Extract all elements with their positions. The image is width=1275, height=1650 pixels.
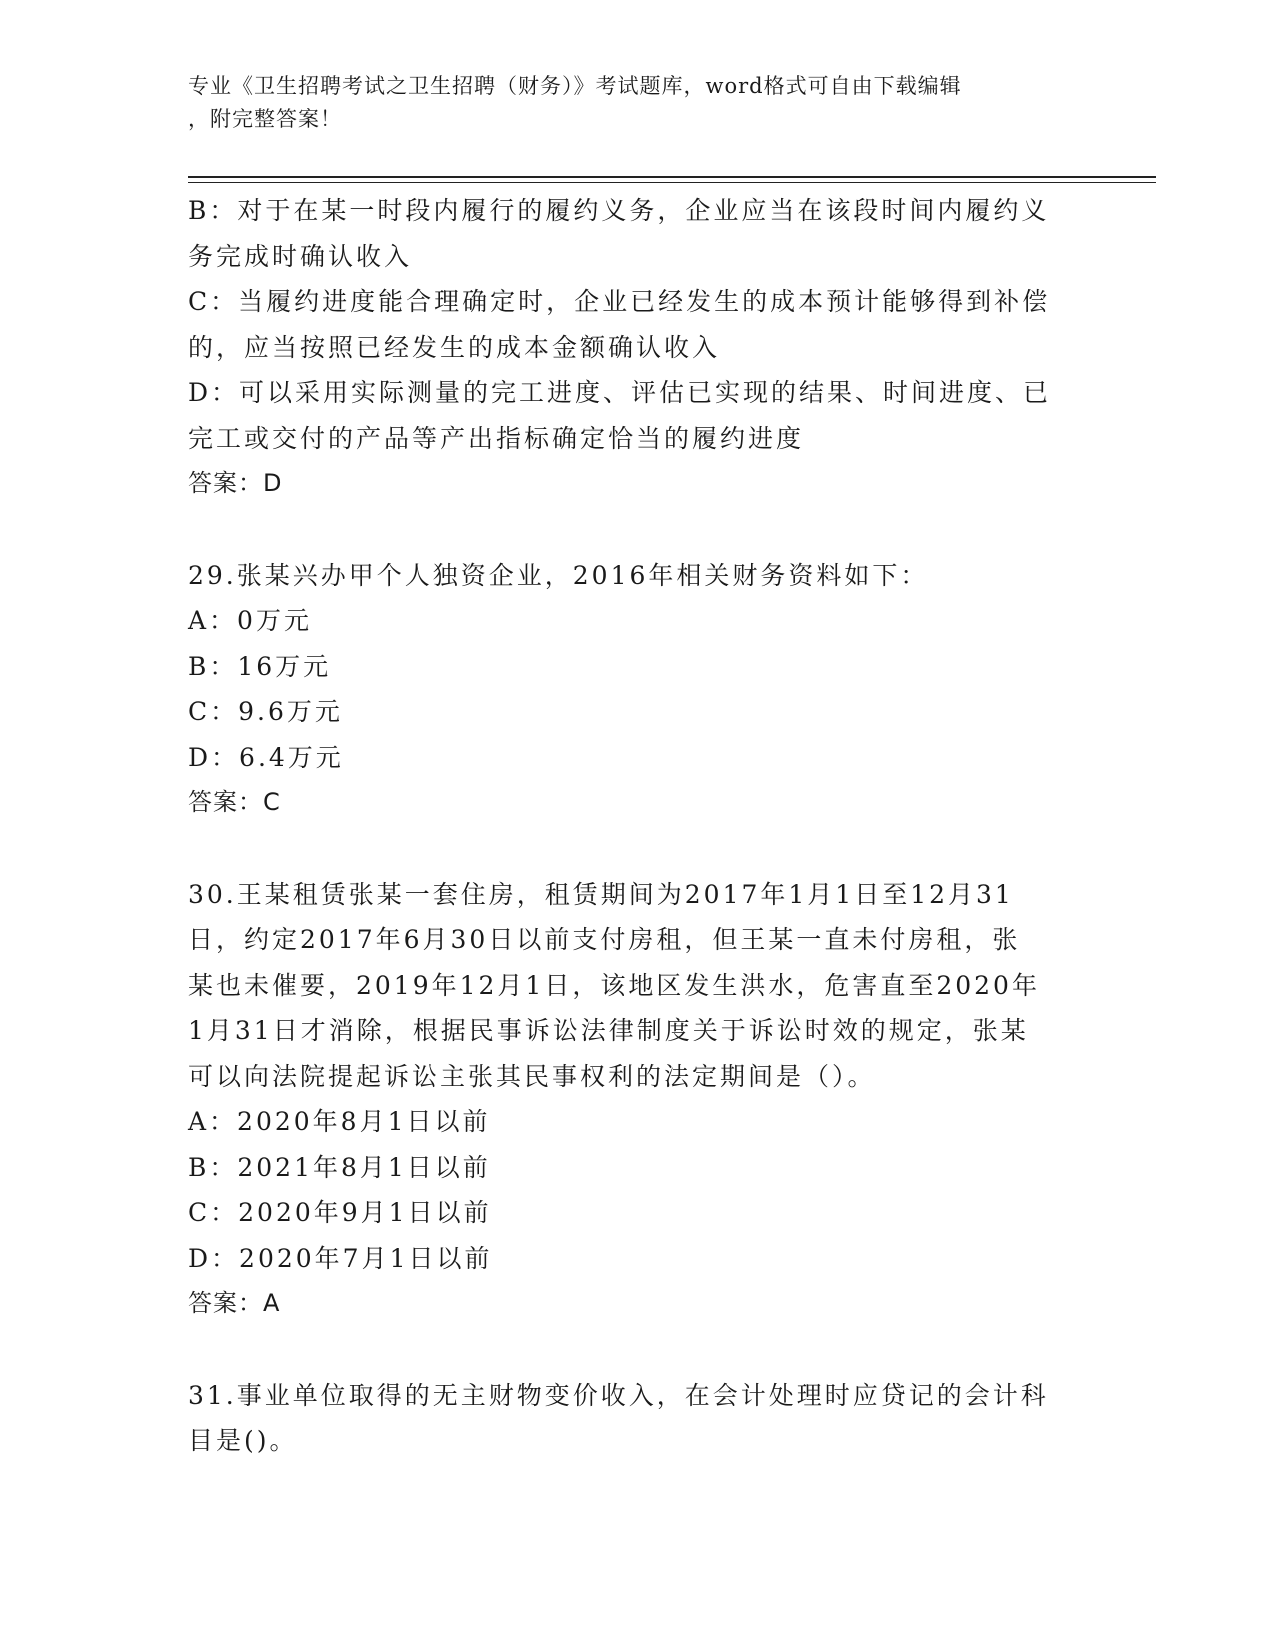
option-d: D：2020年7月1日以前 xyxy=(188,1243,493,1273)
question-stem-line-2: 日，约定2017年6月30日以前支付房租，但王某一直未付房租，张 xyxy=(188,925,1021,954)
option-d-line-1: D：可以采用实际测量的完工进度、评估已实现的结果、时间进度、已 xyxy=(188,378,1052,407)
question-stem-line-1: 30.王某租赁张某一套住房，租赁期间为2017年1月1日至12月31 xyxy=(188,879,1014,909)
option-c-line-1: C：当履约进度能合理确定时，企业已经发生的成本预计能够得到补偿 xyxy=(188,287,1051,316)
question-stem-line-5: 可以向法院提起诉讼主张其民事权利的法定期间是（）。 xyxy=(188,1061,876,1091)
question-30 xyxy=(188,872,1088,1327)
question-29 xyxy=(188,553,1088,826)
question-stem-line-1: 31.事业单位取得的无主财物变价收入，在会计处理时应贷记的会计科 xyxy=(188,1380,1049,1410)
question-stem: 29.张某兴办甲个人独资企业，2016年相关财务资料如下： xyxy=(188,560,929,590)
option-b: B：2021年8月1日以前 xyxy=(188,1152,491,1182)
question-stem-line-2: 目是()。 xyxy=(188,1426,298,1455)
header-divider-thick xyxy=(188,176,1156,178)
question-stem-line-3: 某也未催要，2019年12月1日，该地区发生洪水，危害直至2020年 xyxy=(188,970,1040,1000)
option-c: C：2020年9月1日以前 xyxy=(188,1198,492,1227)
option-b-line-1: B：对于在某一时段内履行的履约义务，企业应当在该段时间内履约义 xyxy=(188,196,1050,225)
option-a: A：0万元 xyxy=(188,606,312,635)
header-line-2: ，附完整答案！ xyxy=(188,107,342,131)
option-b-line-2: 务完成时确认收入 xyxy=(188,241,413,271)
document-header xyxy=(188,70,1068,136)
question-stem-line-4: 1月31日才消除，根据民事诉讼法律制度关于诉讼时效的规定，张某 xyxy=(188,1016,1029,1045)
question-content xyxy=(188,188,1088,1464)
question-31 xyxy=(188,1373,1088,1464)
question-28 xyxy=(188,188,1088,507)
header-divider-thin xyxy=(188,182,1156,183)
answer: 答案：A xyxy=(188,1289,281,1317)
option-c-line-2: 的，应当按照已经发生的成本金额确认收入 xyxy=(188,332,721,362)
option-c: C：9.6万元 xyxy=(188,697,343,726)
answer: 答案：C xyxy=(188,788,281,816)
answer: 答案：D xyxy=(188,469,283,497)
option-d-line-2: 完工或交付的产品等产出指标确定恰当的履约进度 xyxy=(188,423,805,453)
option-d: D：6.4万元 xyxy=(188,742,344,772)
option-a: A：2020年8月1日以前 xyxy=(188,1107,491,1136)
header-line-1: 专业《卫生招聘考试之卫生招聘（财务）》考试题库，word格式可自由下载编辑 xyxy=(188,74,962,98)
option-b: B：16万元 xyxy=(188,651,332,681)
